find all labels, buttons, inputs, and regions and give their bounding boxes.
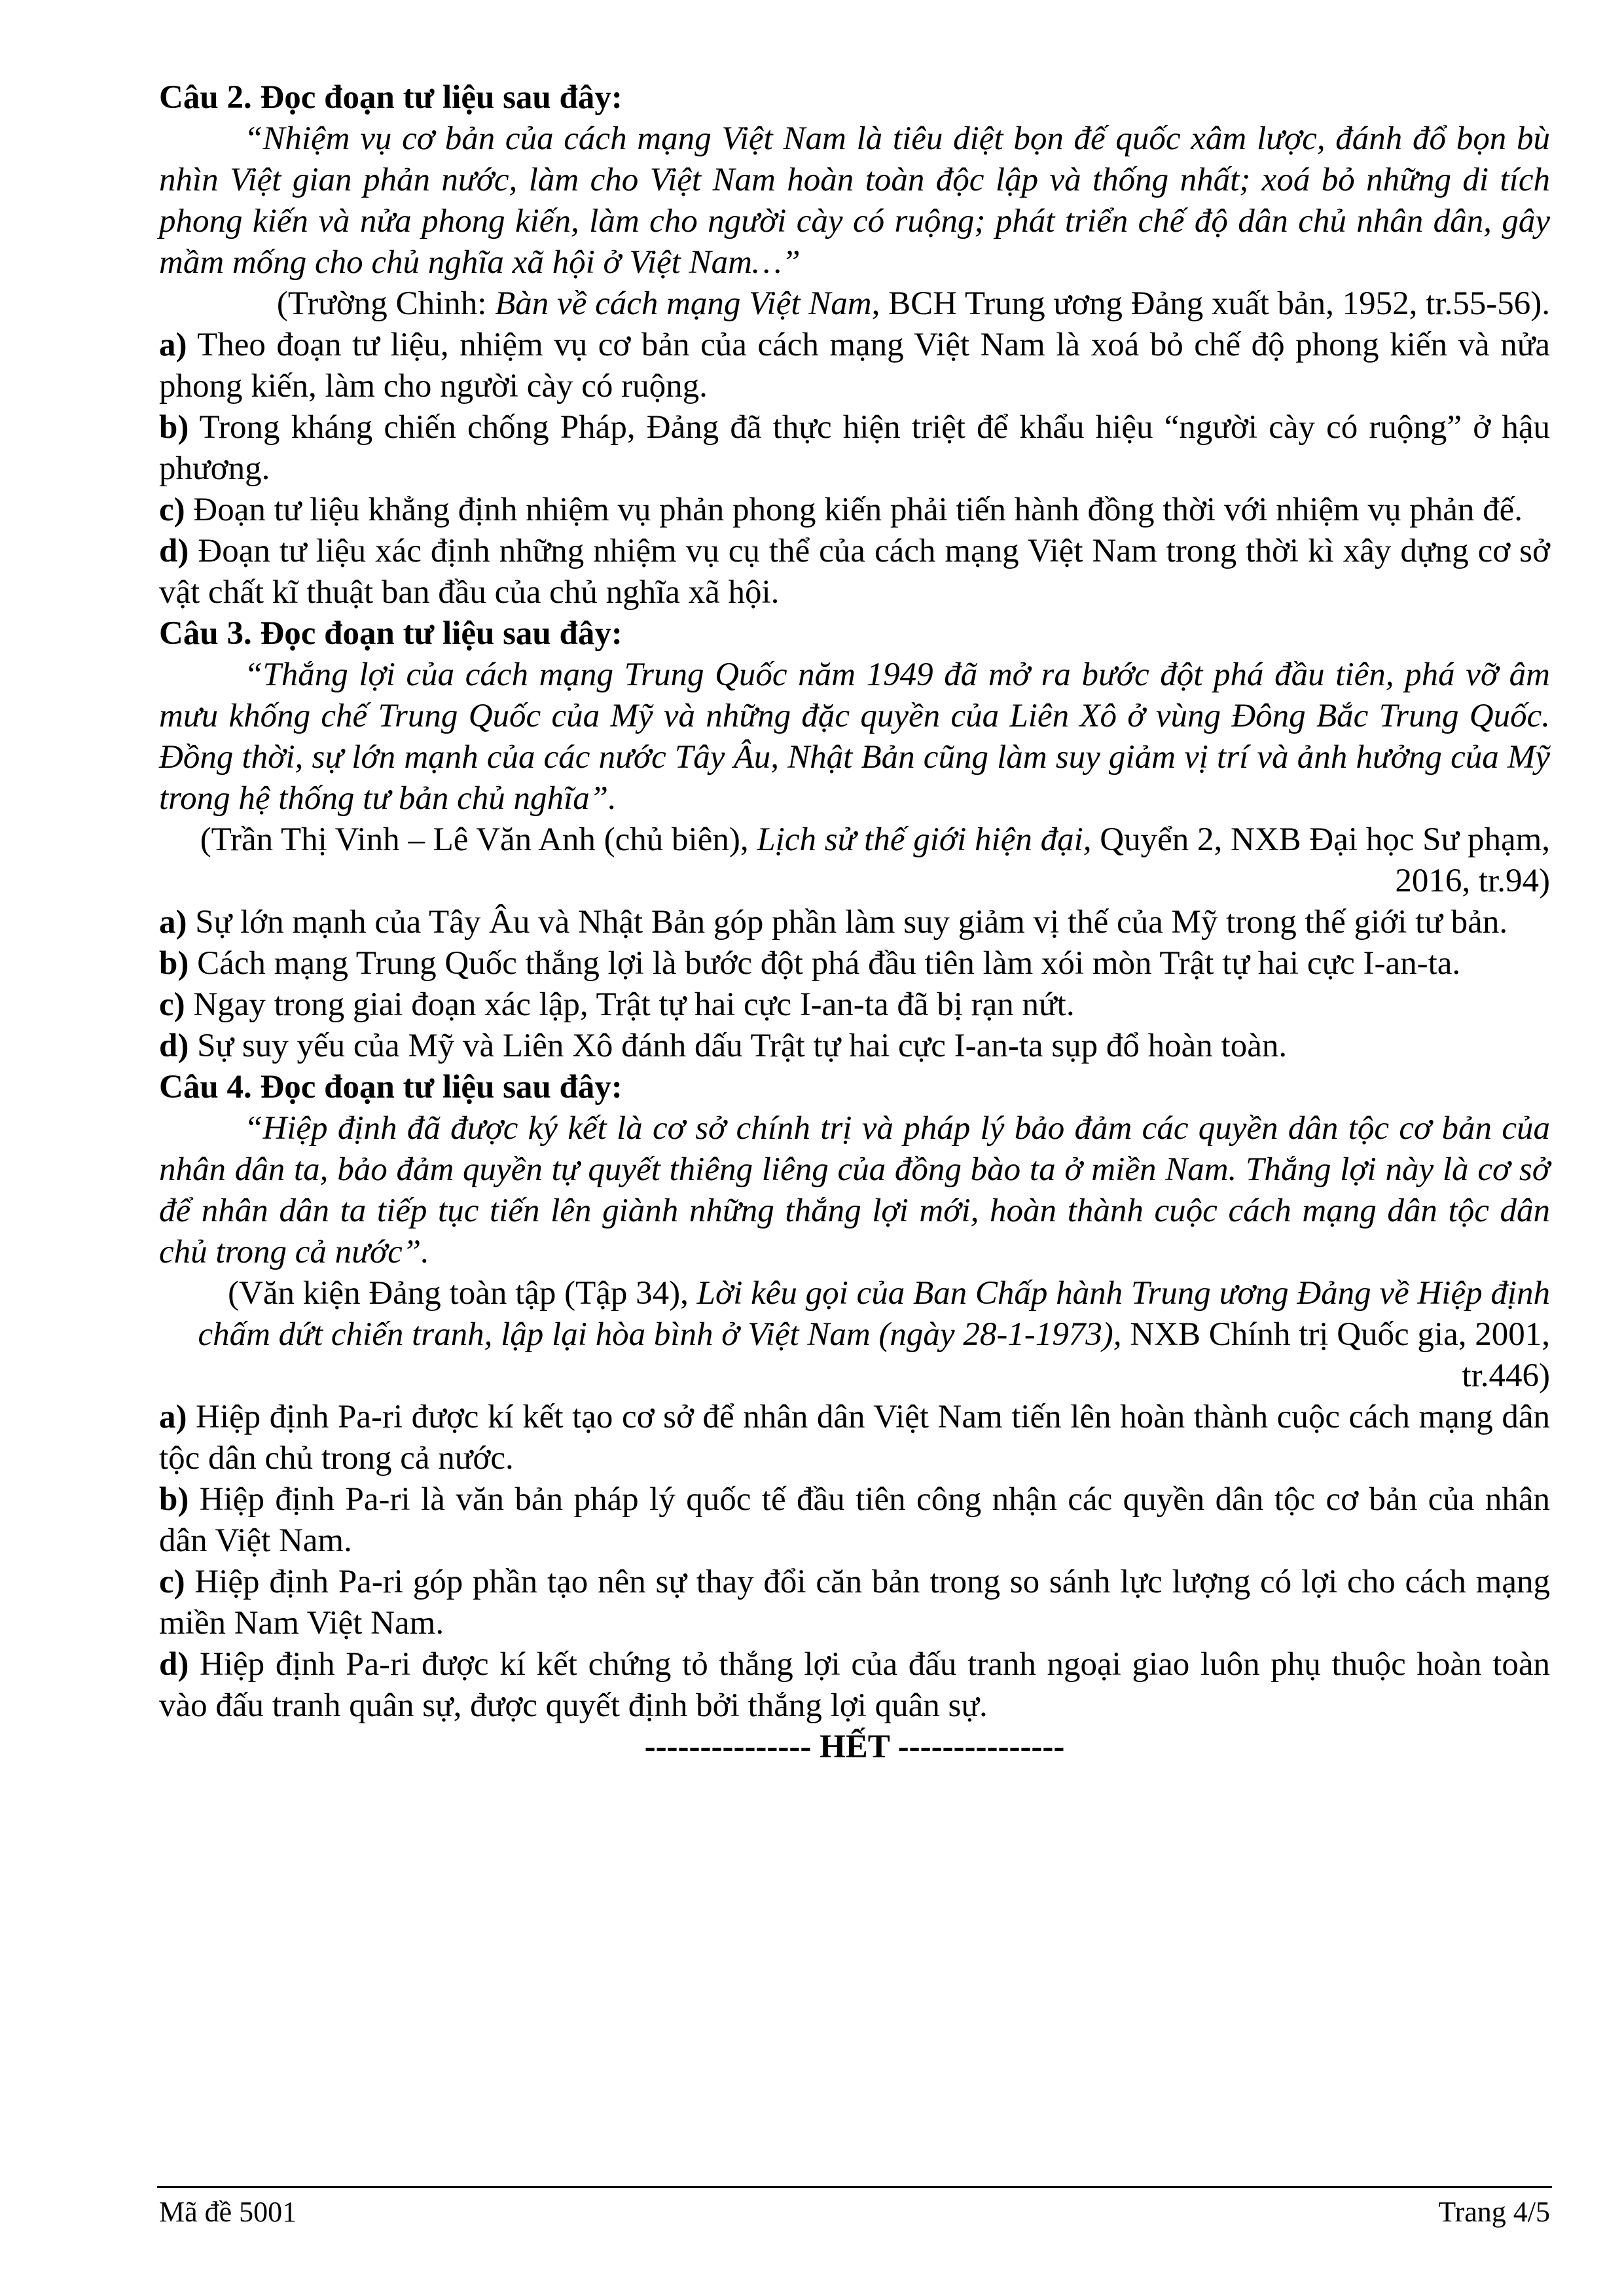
option-text: Hiệp định Pa-ri được kí kết chứng tỏ thắng lợi của đấu tranh ngoại giao luôn phụ thuộc hoàn toàn vào đấu tranh quân sự, được quyết định bởi thắng lợi quân sự. bbox=[159, 1646, 1550, 1724]
source-prefix: (Trần Thị Vinh – Lê Văn Anh (chủ biên), bbox=[200, 821, 757, 858]
source-title: Lời kêu gọi của Ban Chấp hành Trung ương Đảng về Hiệp định chấm dứt chiến tranh, lập lại hòa bình ở Việt Nam (ngày 28-1-1973), bbox=[198, 1275, 1550, 1353]
source-prefix: (Văn kiện Đảng toàn tập (Tập 34), bbox=[228, 1275, 697, 1312]
option-text: Đoạn tư liệu khẳng định nhiệm vụ phản phong kiến phải tiến hành đồng thời với nhiệm vụ phản đế. bbox=[185, 492, 1523, 528]
option-label: b) bbox=[159, 945, 189, 982]
question-3-option-b bbox=[159, 943, 1550, 984]
option-label: d) bbox=[159, 1646, 189, 1683]
footer-divider bbox=[157, 2186, 1552, 2188]
question-3-quote: “Thắng lợi của cách mạng Trung Quốc năm 1949 đã mở ra bước đột phá đầu tiên, phá vỡ âm mưu khống chế Trung Quốc của Mỹ và những đặc quyền của Liên Xô ở vùng Đông Bắc Trung Quốc. Đồng thời, sự lớn mạnh của các nước Tây Âu, Nhật Bản cũng làm suy giảm vị trí và ảnh hưởng của Mỹ trong hệ thống tư bản chủ nghĩa”. bbox=[159, 656, 1550, 817]
option-text: Theo đoạn tư liệu, nhiệm vụ cơ bản của cách mạng Việt Nam là xoá bỏ chế độ phong kiến và nửa phong kiến, làm cho người cày có ruộng. bbox=[159, 327, 1550, 404]
option-label: c) bbox=[159, 1564, 185, 1600]
question-3-option-d bbox=[159, 1026, 1550, 1067]
option-text: Sự suy yếu của Mỹ và Liên Xô đánh dấu Trật tự hai cực I-an-ta sụp đổ hoàn toàn. bbox=[189, 1028, 1288, 1064]
question-2-source bbox=[159, 283, 1550, 325]
question-2-title: Câu 2. Đọc đoạn tư liệu sau đây: bbox=[159, 79, 623, 116]
option-label: c) bbox=[159, 492, 185, 528]
option-label: d) bbox=[159, 1028, 189, 1064]
exam-code: Mã đề 5001 bbox=[159, 2196, 297, 2228]
question-4-option-c bbox=[159, 1562, 1550, 1644]
source-suffix: , BCH Trung ương Đảng xuất bản, 1952, tr.55-56). bbox=[871, 285, 1550, 322]
option-label: a) bbox=[159, 327, 187, 363]
question-3-source bbox=[159, 819, 1550, 902]
question-3-title: Câu 3. Đọc đoạn tư liệu sau đây: bbox=[159, 615, 623, 652]
question-4-option-b bbox=[159, 1479, 1550, 1562]
question-2-option-b bbox=[159, 407, 1550, 490]
source-title: Bàn về cách mạng Việt Nam bbox=[495, 285, 872, 322]
option-label: a) bbox=[159, 904, 187, 941]
end-marker: --------------- HẾT --------------- bbox=[644, 1729, 1065, 1765]
question-4-option-d bbox=[159, 1644, 1550, 1727]
exam-page bbox=[159, 77, 1550, 1768]
question-2-quote: “Nhiệm vụ cơ bản của cách mạng Việt Nam là tiêu diệt bọn đế quốc xâm lược, đánh đổ bọn bù nhìn Việt gian phản nước, làm cho Việt Nam hoàn toàn độc lập và thống nhất; xoá bỏ những di tích phong kiến và nửa phong kiến, làm cho người cày có ruộng; phát triển chế độ dân chủ nhân dân, gây mầm mống cho chủ nghĩa xã hội ở Việt Nam…” bbox=[159, 120, 1550, 281]
page-footer bbox=[159, 2194, 1550, 2231]
option-text: Hiệp định Pa-ri góp phần tạo nên sự thay đổi căn bản trong so sánh lực lượng có lợi cho cách mạng miền Nam Việt Nam. bbox=[159, 1564, 1550, 1641]
question-2 bbox=[159, 77, 1550, 613]
option-label: d) bbox=[159, 533, 189, 569]
question-2-option-c bbox=[159, 490, 1550, 531]
question-4 bbox=[159, 1067, 1550, 1727]
option-text: Hiệp định Pa-ri là văn bản pháp lý quốc tế đầu tiên công nhận các quyền dân tộc cơ bản của nhân dân Việt Nam. bbox=[159, 1481, 1550, 1559]
option-text: Trong kháng chiến chống Pháp, Đảng đã thực hiện triệt để khẩu hiệu “người cày có ruộng” ở hậu phương. bbox=[159, 409, 1550, 487]
source-title: Lịch sử thế giới hiện đại, bbox=[757, 821, 1092, 858]
option-text: Hiệp định Pa-ri được kí kết tạo cơ sở để nhân dân Việt Nam tiến lên hoàn thành cuộc cách mạng dân tộc dân chủ trong cả nước. bbox=[159, 1399, 1550, 1477]
question-4-option-a bbox=[159, 1397, 1550, 1479]
option-text: Sự lớn mạnh của Tây Âu và Nhật Bản góp phần làm suy giảm vị thế của Mỹ trong thế giới tư bản. bbox=[187, 904, 1508, 941]
question-3 bbox=[159, 613, 1550, 1067]
question-2-option-a bbox=[159, 325, 1550, 407]
option-text: Cách mạng Trung Quốc thắng lợi là bước đột phá đầu tiên làm xói mòn Trật tự hai cực I-an-ta. bbox=[189, 945, 1461, 982]
question-4-title: Câu 4. Đọc đoạn tư liệu sau đây: bbox=[159, 1069, 623, 1105]
page-number: Trang 4/5 bbox=[1438, 2196, 1550, 2228]
question-4-quote: “Hiệp định đã được ký kết là cơ sở chính trị và pháp lý bảo đảm các quyền dân tộc cơ bản của nhân dân ta, bảo đảm quyền tự quyết thiêng liêng của đồng bào ta ở miền Nam. Thắng lợi này là cơ sở để nhân dân ta tiếp tục tiến lên giành những thắng lợi mới, hoàn thành cuộc cách mạng dân tộc dân chủ trong cả nước”. bbox=[159, 1110, 1550, 1270]
question-4-source bbox=[159, 1273, 1550, 1397]
option-text: Đoạn tư liệu xác định những nhiệm vụ cụ thể của cách mạng Việt Nam trong thời kì xây dựng cơ sở vật chất kĩ thuật ban đầu của chủ nghĩa xã hội. bbox=[159, 533, 1550, 611]
source-suffix: NXB Chính trị Quốc gia, 2001, tr.446) bbox=[1121, 1316, 1550, 1394]
source-suffix: Quyển 2, NXB Đại học Sư phạm, 2016, tr.94) bbox=[1091, 821, 1550, 899]
question-3-option-c bbox=[159, 984, 1550, 1026]
question-2-option-d bbox=[159, 531, 1550, 613]
option-label: b) bbox=[159, 1481, 189, 1518]
source-prefix: (Trường Chinh: bbox=[276, 285, 496, 322]
question-3-option-a bbox=[159, 902, 1550, 943]
option-label: b) bbox=[159, 409, 189, 446]
option-label: c) bbox=[159, 986, 185, 1023]
option-text: Ngay trong giai đoạn xác lập, Trật tự hai cực I-an-ta đã bị rạn nứt. bbox=[185, 986, 1075, 1023]
option-label: a) bbox=[159, 1399, 187, 1435]
